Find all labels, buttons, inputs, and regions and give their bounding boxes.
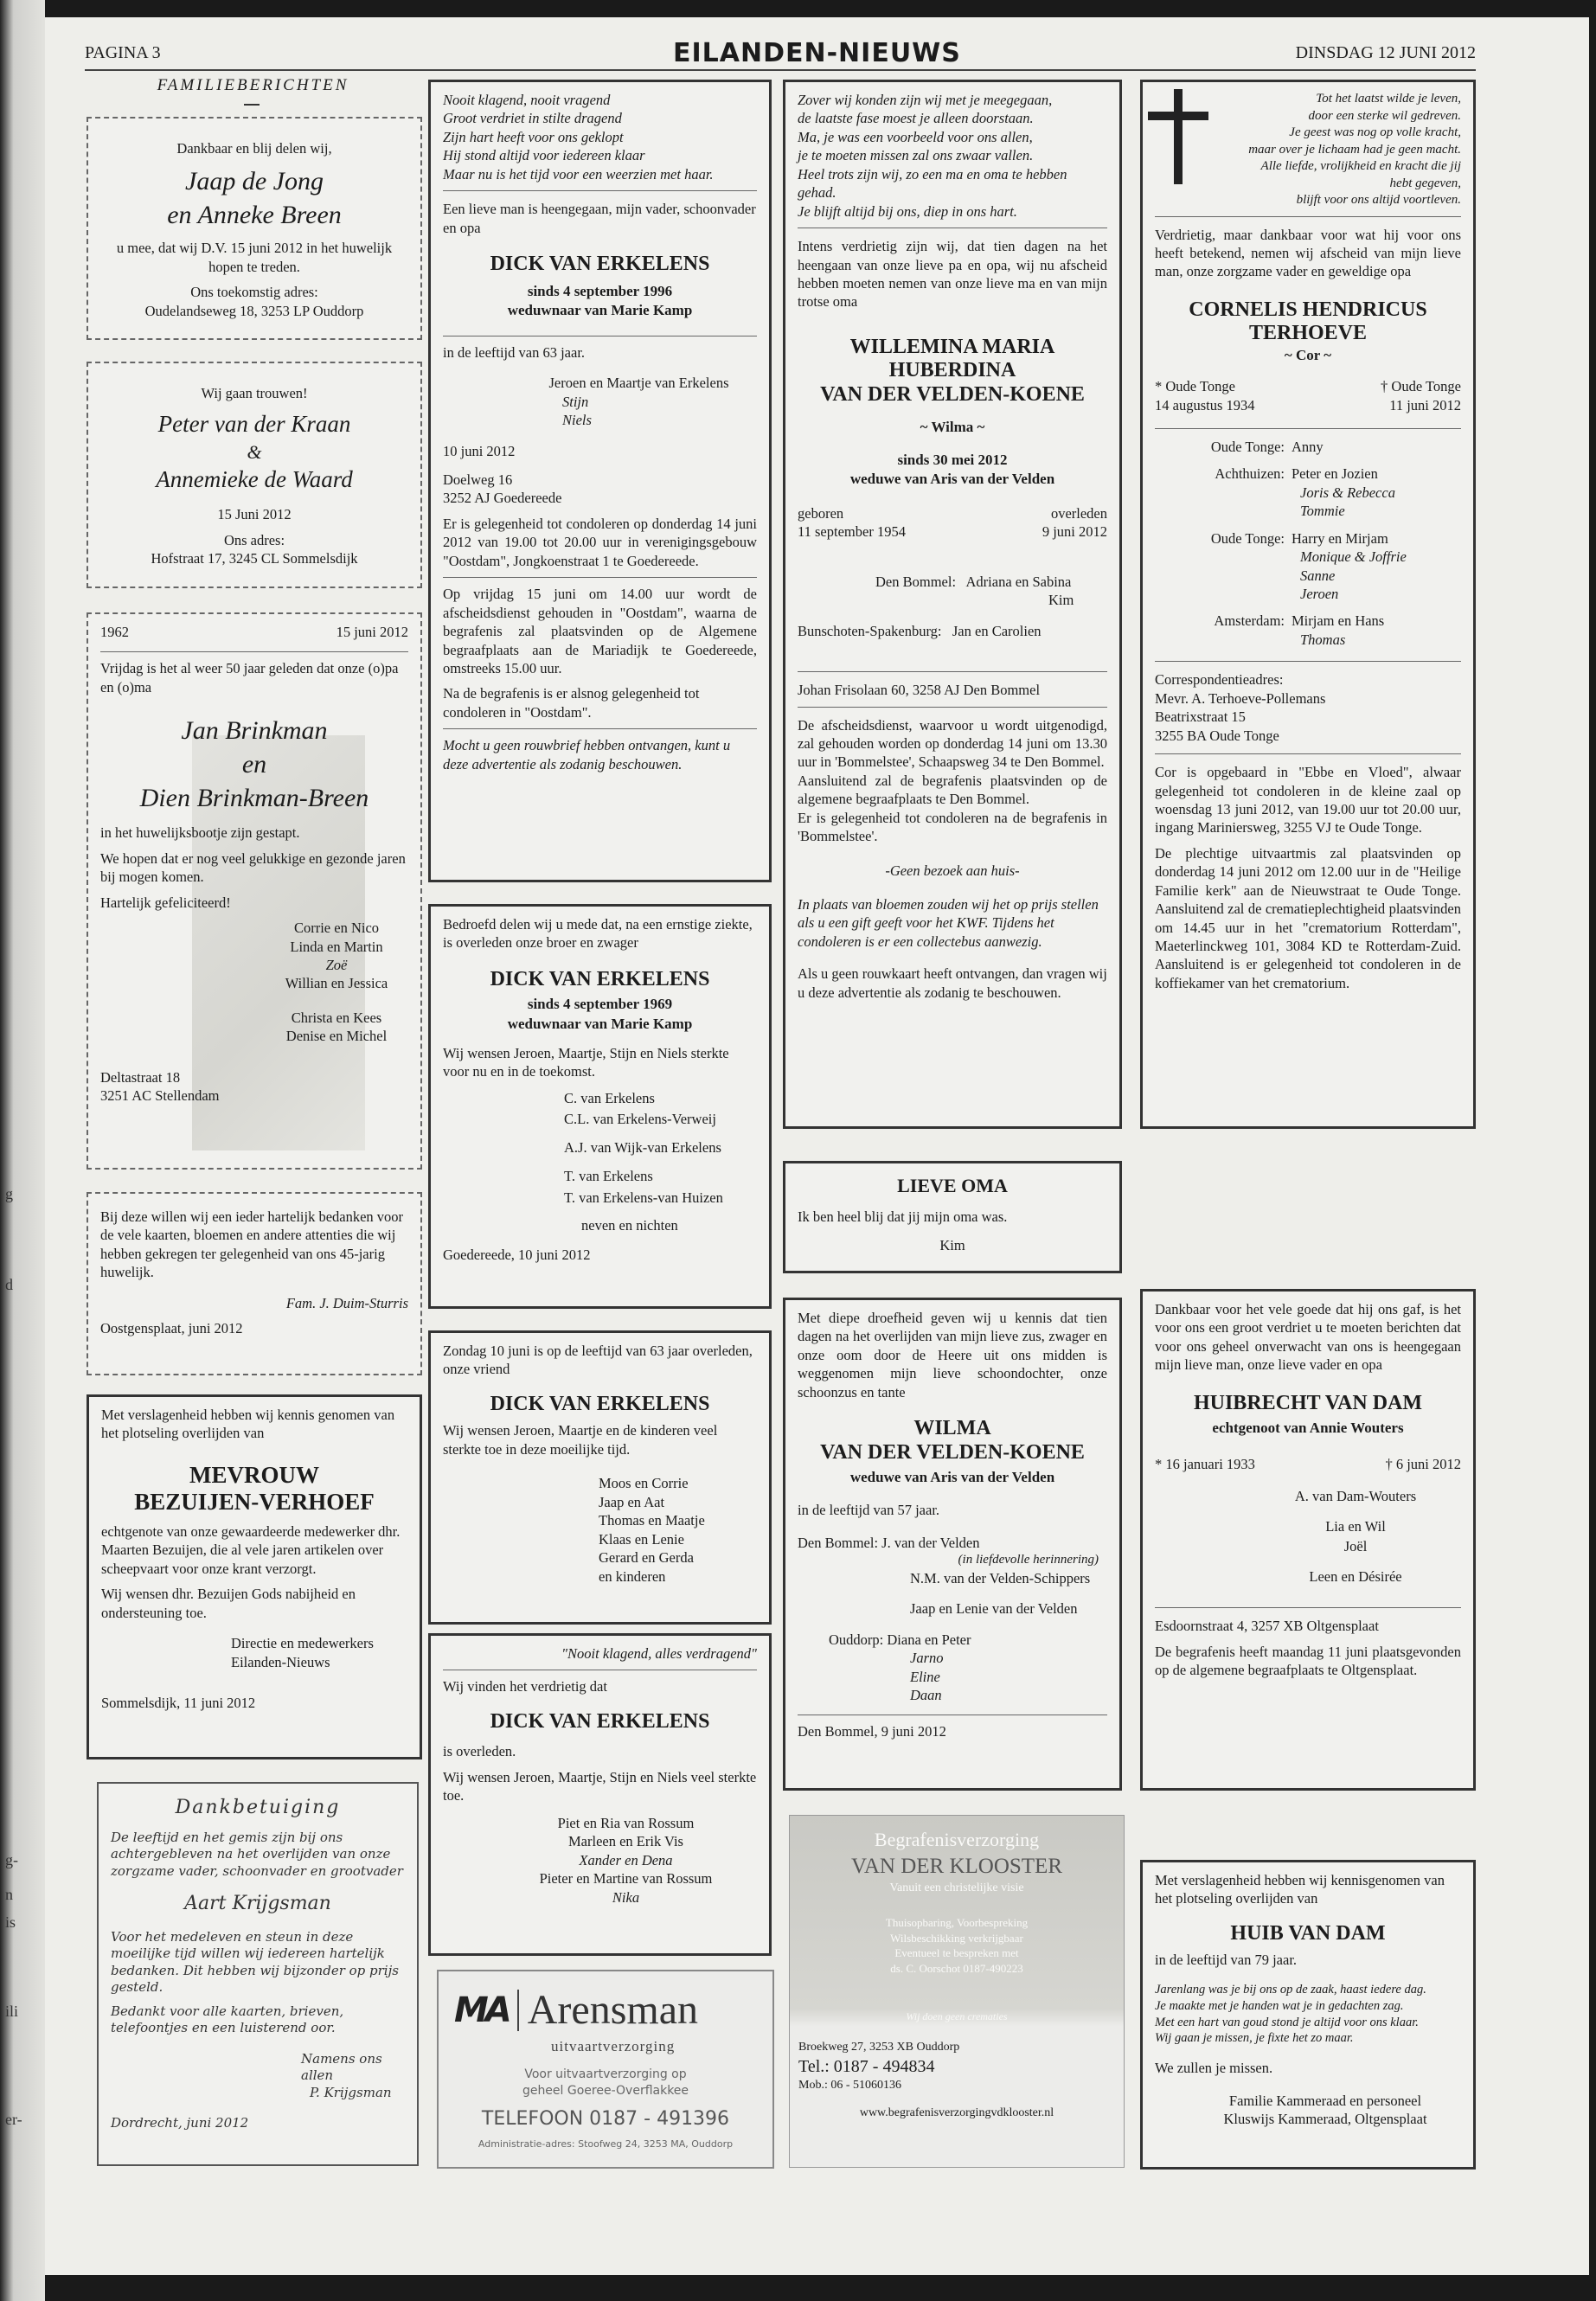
family-member: Harry en Mirjam: [1292, 529, 1388, 547]
family-member: Jeroen: [1300, 586, 1339, 603]
condolence-info: Er is gelegenheid tot condoleren na de begrafenis in 'Bommelstee'.: [798, 809, 1107, 845]
wife-name: Dien Brinkman-Breen: [139, 784, 369, 813]
family-member: Jeroen en Maartje van Erkelens: [548, 375, 729, 392]
family-member: Tommie: [1300, 503, 1345, 520]
ad-vanderkraan-wedding: [87, 362, 422, 588]
after-info: Aansluitend zal de begrafenis plaatsvinden op de algemene begraafplaats te Den Bommel.: [798, 772, 1107, 808]
groom-name: Jaap de Jong: [185, 167, 324, 196]
poem-line: Zijn hart heeft voor ons geklopt: [443, 128, 624, 145]
ad-text: echtgenote van onze gewaardeerde medewerker dhr. Maarten Bezuijen, die al vele jaren artikelen over scheepvaart voor onze krant verzorgt.: [101, 1522, 401, 1577]
family-list: [495, 1814, 757, 1907]
poem: [443, 91, 757, 183]
poem-line: door een sterke wil gedreven.: [1308, 108, 1461, 123]
klooster-title: [790, 1816, 1124, 1896]
ad-duimsturris-thanks: [87, 1192, 422, 1375]
ad-wilma-obituary-children: [783, 80, 1122, 1129]
family-note: (in liefdevolle herinnering): [958, 1553, 1099, 1567]
life-dates: [1155, 377, 1461, 414]
poem-line: de laatste fase moest je alleen doorstaan.: [798, 110, 1034, 127]
family-block: [1155, 438, 1461, 649]
ad-intro: Met diepe droefheid geven wij u kennis dat tien dagen na het overlijden van mijn lieve zus, zwager en onze oom door de Heere uit ons midden is weggenomen mijn lieve schoondochter, onze schoonzus en tante: [798, 1310, 1107, 1400]
signature: Eilanden-Nieuws: [231, 1653, 330, 1670]
poem-line: Groot verdriet in stilte dragend: [443, 110, 622, 127]
ad-dick-obituary-family: [428, 80, 772, 882]
ad-intro: Met verslagenheid hebben wij kennisgenomen van het plotseling overlijden van: [1155, 1872, 1445, 1907]
wedding-date: 15 Juni 2012: [217, 506, 292, 523]
klooster-service: ds. C. Oorschot 0187-490223: [890, 1961, 1023, 1975]
died-text: is overleden.: [443, 1743, 516, 1760]
family-member: Pieter en Martine van Rossum: [539, 1870, 713, 1888]
widow-of: weduwe van Aris van der Velden: [849, 470, 1055, 487]
family-member: T. van Erkelens: [564, 1167, 653, 1184]
address: Oudelandseweg 18, 3253 LP Ouddorp: [144, 302, 364, 319]
family-member: Stijn: [562, 393, 589, 410]
life-dates: [1155, 1455, 1461, 1473]
deceased-name-line: WILLEMINA MARIA: [849, 335, 1055, 358]
deceased-name: HUIB VAN DAM: [1230, 1921, 1386, 1945]
arensman-admin-address: Administratie-adres: Stoofweg 24, 3253 MA, Ouddorp: [478, 2138, 734, 2150]
family-member: [265, 993, 408, 1009]
ad-dick-obituary-friends: [428, 1330, 772, 1625]
quote: "Nooit klagend, alles verdragend": [561, 1645, 757, 1662]
died-place: † Oude Tonge: [1381, 378, 1461, 395]
ad-text: Ik ben heel blij dat jij mijn oma was.: [798, 1208, 1008, 1225]
and-text: en: [241, 750, 267, 779]
family-member: Diana en Peter: [887, 1631, 971, 1648]
family-member: J. van der Velden: [881, 1534, 980, 1551]
nickname: ~ Wilma ~: [920, 418, 985, 435]
ad-text: Bij deze willen wij een ieder hartelijk bedanken voor de vele kaarten, bloemen en andere attenties die wij hebben gekregen ter gelegenheid van ons 45-jarig huwelijk.: [100, 1208, 404, 1281]
deceased-name: Aart Krijgsman: [184, 1893, 331, 1915]
ad-krijgsman-thanks: [97, 1782, 419, 2166]
family-member: A. van Dam-Wouters: [1294, 1487, 1417, 1504]
poem-line: Hij stond altijd voor iedereen klaar: [443, 147, 645, 164]
correspondence-line: Mevr. A. Terhoeve-Pollemans: [1155, 689, 1326, 707]
deceased-name: DICK VAN ERKELENS: [490, 1392, 710, 1415]
family-member: Christa en Kees: [291, 1009, 382, 1026]
age: in de leeftijd van 79 jaar.: [1155, 1952, 1298, 1969]
klooster-mob: Mob.: 06 - 51060136: [798, 2079, 901, 2093]
klooster-tagline: Vanuit een christelijke visie: [889, 1881, 1024, 1895]
born-date: 11 september 1954: [798, 523, 906, 541]
deceased-name-line: WILMA: [913, 1417, 991, 1440]
friend: en kinderen: [599, 1567, 666, 1585]
friend: Jaap en Aat: [599, 1493, 665, 1510]
widower-of: weduwnaar van Marie Kamp: [507, 1015, 693, 1032]
margin-fragment: d: [5, 1276, 13, 1293]
deceased-name: DICK VAN ERKELENS: [490, 1709, 710, 1733]
family-member: Piet en Ria van Rossum: [557, 1814, 695, 1831]
laid-in-state-info: Cor is opgebaard in "Ebbe en Vloed", alwaar gelegenheid tot condoleren in de kleine zaal op woensdag 13 juni 2012, van 19.00 uur tot 20.00 uur, ingang Mariniersweg, 3255 VJ te Oude Tonge.: [1155, 764, 1461, 836]
family-place: Ouddorp:: [829, 1631, 884, 1648]
arensman-line: geheel Goeree-Overflakkee: [522, 2083, 689, 2098]
page-number: PAGINA 3: [85, 43, 161, 62]
arensman-brand: Arensman: [527, 1987, 699, 2033]
poem-line: Je maakte met je handen wat je in gedachten zag.: [1155, 1998, 1404, 2013]
arensman-line: Voor uitvaartverzorging op: [524, 2067, 687, 2082]
died-label: overleden: [1050, 504, 1107, 522]
deceased-name-line: TERHOEVE: [1248, 322, 1368, 345]
family-member: C. van Erkelens: [564, 1089, 655, 1106]
family-member: Jaap en Lenie van der Velden: [910, 1600, 1078, 1618]
margin-fragment: ili: [5, 2003, 19, 2020]
poem-line: Tot het laatst wilde je leven,: [1316, 92, 1461, 106]
signature: P. Krijgsman: [310, 2084, 392, 2100]
deceased-name: HUIBRECHT VAN DAM: [1193, 1391, 1423, 1414]
poem-line: Wij gaan je missen, je fixte het zo maar.: [1155, 2031, 1354, 2046]
grandchildren: [910, 1649, 1107, 1704]
klooster-title-line: Begrafenisverzorging: [874, 1829, 1040, 1850]
ad-dejong-wedding: [87, 117, 422, 340]
ad-intro: Zondag 10 juni is op de leeftijd van 63 jaar overleden, onze vriend: [443, 1343, 753, 1378]
after-info: Na de begrafenis is er alsnog gelegenheid tot condoleren in "Oostdam".: [443, 685, 700, 721]
ad-huibrecht-vandam-obituary: [1140, 1289, 1476, 1791]
poem-line: Met een hart van goud stond je altijd voor ons klaar.: [1155, 2015, 1419, 2029]
family-place: Oude Tonge:: [1210, 438, 1285, 455]
family-member: Peter en Jozien: [1292, 465, 1378, 483]
family-member: Kim: [1048, 592, 1074, 609]
ad-line: in het huwelijksbootje zijn gestapt.: [100, 824, 300, 842]
ad-text: Bedankt voor alle kaarten, brieven, telefoontjes en een luisterend oor.: [111, 2003, 344, 2036]
family-place: Den Bommel:: [875, 573, 957, 590]
correspondence-block: [1155, 670, 1461, 745]
ad-line: We hopen dat er nog veel gelukkige en gezonde jaren bij mogen komen.: [100, 849, 406, 886]
address-line: 3251 AC Stellendam: [100, 1087, 220, 1105]
arensman-logo-icon: MA: [454, 1990, 509, 2031]
family-member: Joris & Rebecca: [1300, 484, 1395, 501]
klooster-address: Broekweg 27, 3253 XB Ouddorp: [798, 2041, 960, 2054]
born-date: * 16 januari 1933: [1155, 1456, 1255, 1473]
friend: Moos en Corrie: [599, 1475, 689, 1492]
poem-line: hebt gegeven,: [1389, 176, 1461, 190]
family-member: neven en nichten: [581, 1217, 678, 1234]
note: Als u geen rouwkaart heeft ontvangen, dan vragen wij u deze advertentie als zodanig te beschouwen.: [798, 965, 1107, 1001]
spouse-of: echtgenoot van Annie Wouters: [1212, 1420, 1404, 1437]
ad-bezuijen-obituary: [87, 1394, 422, 1759]
deceased-name-line: VAN DER VELDEN-KOENE: [820, 383, 1085, 406]
ad-title: LIEVE OMA: [897, 1175, 1008, 1196]
poem-line: Zover wij konden zijn wij met je meegegaan,: [798, 92, 1053, 108]
margin-fragment: g-: [5, 1851, 18, 1868]
poem-line: maar over je lichaam had je geen macht.: [1248, 142, 1461, 157]
cross-icon: [1174, 89, 1183, 184]
address: Esdoornstraat 4, 3257 XB Oltgensplaat: [1155, 1618, 1379, 1635]
deceased-name-line: HUBERDINA: [888, 359, 1016, 382]
ad-wish: Wij wensen Jeroen, Maartje, Stijn en Niels sterkte voor nu en in de toekomst.: [443, 1044, 729, 1080]
ad-vanderklooster: [789, 1815, 1125, 2168]
nickname: ~ Cor ~: [1284, 347, 1332, 363]
family-member: Sanne: [1300, 567, 1336, 584]
ad-terhoeve-obituary: [1140, 80, 1476, 1129]
deceased-name: DICK VAN ERKELENS: [490, 967, 710, 990]
deceased-name-line: VAN DER VELDEN-KOENE: [820, 1440, 1085, 1464]
ad-huib-vandam-colleagues: [1140, 1860, 1476, 2170]
ad-text: Voor het medeleven en steun in deze moeilijke tijd willen wij iedereen hartelijk bedanken. Dit hebben wij bijzonder op prijs gesteld.: [111, 1928, 399, 1996]
note: Mocht u geen rouwbrief hebben ontvangen, kunt u deze advertentie als zodanig beschouwen.: [443, 737, 731, 772]
ad-text: u mee, dat wij D.V. 15 juni 2012 in het huwelijk hopen te treden.: [116, 240, 393, 275]
newspaper-title: EILANDEN-NIEUWS: [673, 38, 961, 68]
klooster-service: Eventueel te bespreken met: [894, 1946, 1019, 1960]
ad-intro: Dankbaar en blij delen wij,: [176, 140, 332, 157]
ad-title: Dankbetuiging: [175, 1797, 341, 1818]
groom-name: Peter van der Kraan: [157, 411, 351, 438]
family-list: [564, 1088, 757, 1238]
grandchild: Daan: [910, 1687, 942, 1704]
place-date: Oostgensplaat, juni 2012: [100, 1320, 243, 1337]
klooster-services: [790, 1915, 1124, 1976]
year-to: 15 juni 2012: [336, 624, 408, 640]
address: Hofstraat 17, 3245 CL Sommelsdijk: [151, 550, 358, 567]
ad-intro: Vrijdag is het al weer 50 jaar geleden dat onze (o)pa en (o)ma: [100, 660, 399, 695]
signature: Kim: [939, 1237, 965, 1254]
ampersand: &: [247, 440, 262, 463]
margin-fragment: n: [5, 1886, 13, 1903]
poem-line: Jarenlang was je bij ons op de zaak, haast iedere dag.: [1155, 1982, 1426, 1997]
family-member: Marleen en Erik Vis: [568, 1833, 683, 1850]
widower-of: weduwnaar van Marie Kamp: [507, 301, 693, 318]
ad-arensman: [437, 1970, 774, 2169]
date: 10 juni 2012: [443, 442, 516, 459]
funeral-info: De begrafenis heeft maandag 11 juni plaatsgevonden op de algemene begraafplaats te Oltgensplaat.: [1155, 1643, 1461, 1679]
correspondence-line: 3255 BA Oude Tonge: [1155, 727, 1279, 744]
bride-name: en Anneke Breen: [167, 201, 342, 230]
family-member: Denise en Michel: [285, 1028, 388, 1045]
family-place: Bunschoten-Spakenburg:: [798, 622, 942, 639]
address-line: 3252 AJ Goedereede: [443, 490, 562, 507]
poem-line: Heel trots zijn wij, zo een ma en oma te hebben gehad.: [798, 165, 1067, 202]
page-header: [85, 38, 1476, 69]
address: Johan Frisolaan 60, 3258 AJ Den Bommel: [798, 682, 1041, 699]
family-member: T. van Erkelens-van Huizen: [564, 1189, 723, 1206]
deceased-name-block: [798, 336, 1107, 407]
ad-wish: Wij wensen dhr. Bezuijen Gods nabijheid en ondersteuning toe.: [101, 1586, 356, 1621]
ad-wish: Wij wensen Jeroen, Maartje, Stijn en Niels veel sterkte toe.: [443, 1768, 757, 1804]
family-list: [265, 919, 408, 1046]
place-date: Dordrecht, juni 2012: [111, 2115, 249, 2131]
ad-brinkman-anniversary: [87, 612, 422, 1170]
klooster-website: www.begrafenisverzorgingvdklooster.nl: [859, 2106, 1054, 2120]
family-member: Corrie en Nico: [293, 920, 380, 937]
family-member: Joël: [1343, 1538, 1368, 1555]
klooster-tel: Tel.: 0187 - 494834: [798, 2057, 935, 2077]
family-member: Jan en Carolien: [952, 622, 1042, 639]
signature: Familie Kammeraad en personeel: [1228, 2092, 1422, 2109]
correspondence-line: Beatrixstraat 15: [1155, 708, 1246, 726]
born-place: * Oude Tonge: [1155, 378, 1235, 395]
age: in de leeftijd van 57 jaar.: [798, 1502, 940, 1519]
signature: Fam. J. Duim-Sturris: [285, 1294, 408, 1311]
ad-intro: Wij gaan trouwen!: [201, 385, 308, 401]
klooster-service: Wilsbeschikking verkrijgbaar: [890, 1931, 1023, 1945]
signature: Directie en medewerkers: [231, 1635, 374, 1652]
ad-intro: Met verslagenheid hebben wij kennis genomen van het plotseling overlijden van: [101, 1407, 395, 1442]
ad-intro: Wij vinden het verdrietig dat: [443, 1678, 607, 1695]
family-member: C.L. van Erkelens-Verweij: [564, 1111, 716, 1128]
margin-fragment: is: [5, 1913, 16, 1931]
family-member: Leen en Désirée: [1309, 1568, 1402, 1586]
died-date: 9 juni 2012: [1042, 523, 1107, 541]
deceased-name: DICK VAN ERKELENS: [490, 253, 710, 276]
ad-intro: Dankbaar voor het vele goede dat hij ons gaf, is het voor ons een groot verdriet u te moeten berichten dat voor ons geheel onverwacht van ons is heengegaan mijn lieve man, onze lieve vader en opa: [1155, 1301, 1461, 1374]
since-date: sinds 4 september 1996: [527, 282, 673, 299]
cross-icon-arm: [1148, 112, 1208, 120]
family-member: Adriana en Sabina: [965, 573, 1072, 590]
margin-fragment: er-: [5, 2111, 22, 2128]
ad-wilma-obituary-inlaws: [783, 1298, 1122, 1791]
bride-name: Annemieke de Waard: [156, 466, 353, 493]
poem: [798, 91, 1107, 221]
place-date: Goedereede, 10 juni 2012: [443, 1247, 591, 1264]
signature: Namens ons allen: [301, 2050, 382, 2084]
poem-line: je te moeten missen zal ons zwaar vallen.: [798, 147, 1034, 164]
family-place: Achthuizen:: [1215, 465, 1285, 483]
year-from: 1962: [100, 624, 129, 640]
poem-line: blijft voor ons altijd voortleven.: [1296, 193, 1461, 207]
family-member: [1250, 1506, 1461, 1516]
header-rule: [85, 69, 1476, 71]
family-member: Willian en Jessica: [285, 975, 388, 992]
family-member: Niels: [562, 412, 592, 429]
ad-intro: Intens verdrietig zijn wij, dat tien dagen na het heengaan van onze lieve pa en opa, wij nu afscheid hebben moeten nemen van onze lieve ma en van mijn trotse oma: [798, 238, 1107, 311]
deceased-name: BEZUIJEN-VERHOEF: [134, 1488, 375, 1515]
family-block: [875, 573, 1107, 610]
grandchild: Jarno: [910, 1650, 944, 1667]
family-member: A.J. van Wijk-van Erkelens: [564, 1139, 721, 1157]
family-member: Thomas: [1300, 631, 1346, 648]
family-member: Xander en Dena: [579, 1851, 673, 1868]
ad-wish: Wij wensen Jeroen, Maartje en de kinderen veel sterkte toe in deze moeilijke tijd.: [443, 1422, 718, 1458]
poem: [1233, 91, 1461, 209]
poem-line: Je blijft altijd bij ons, diep in ons hart.: [798, 202, 1017, 220]
born-date: 14 augustus 1934: [1155, 396, 1255, 413]
correspondence-label: Correspondentieadres:: [1155, 671, 1284, 689]
age: in de leeftijd van 63 jaar.: [443, 343, 586, 361]
arensman-tagline: uitvaartverzorging: [551, 2038, 676, 2055]
address-label: Ons toekomstig adres:: [190, 284, 318, 301]
family-member: N.M. van der Velden-Schippers: [910, 1569, 1091, 1586]
ad-intro: Een lieve man is heengegaan, mijn vader, schoonvader en opa: [443, 201, 756, 236]
widow-of: weduwe van Aris van der Velden: [849, 1469, 1055, 1486]
margin-fragment: g: [5, 1185, 13, 1202]
poem-line: Ma, je was een voorbeeld voor ons allen,: [798, 128, 1033, 145]
klooster-service: Thuisopbaring, Voorbespreking: [885, 1916, 1029, 1930]
family-place: Den Bommel:: [798, 1534, 879, 1551]
born-label: geboren: [798, 504, 844, 522]
since-date: sinds 4 september 1969: [527, 996, 673, 1013]
anniversary-years: [100, 623, 408, 641]
family-place: Oude Tonge:: [1210, 529, 1285, 547]
ad-text: De leeftijd en het gemis zijn bij ons achtergebleven na het overlijden van onze zorgzame vader, schoonvader en grootvader: [111, 1829, 403, 1879]
condolence-info: Er is gelegenheid tot condoleren op donderdag 14 juni 2012 van 19.00 tot 20.00 uur in verenigingsgebouw "Oostdam", Jongkoenstraat 1 te Goedereede.: [443, 515, 757, 569]
address-line: Deltastraat 18: [100, 1068, 181, 1086]
ad-line: Hartelijk gefeliciteerd!: [100, 894, 231, 911]
family-member: Monique & Joffrie: [1300, 548, 1407, 566]
poem-line: Je geest was nog op volle kracht,: [1289, 125, 1461, 139]
since-date: sinds 30 mei 2012: [897, 451, 1008, 468]
miss-text: We zullen je missen.: [1155, 2060, 1273, 2077]
grandchild: Eline: [910, 1668, 940, 1685]
deceased-title: MEVROUW: [189, 1461, 319, 1488]
address-line: Doelweg 16: [443, 471, 513, 489]
ad-intro: Bedroefd delen wij u mede dat, na een ernstige ziekte, is overleden onze broer en zwager: [443, 916, 753, 952]
poem-line: Nooit klagend, nooit vragend: [443, 92, 611, 108]
ad-lieve-oma: [783, 1161, 1122, 1273]
friend: Thomas en Maatje: [599, 1512, 705, 1529]
family-member: Zoë: [325, 956, 348, 973]
arensman-phone: TELEFOON 0187 - 491396: [481, 2107, 730, 2130]
service-info: De plechtige uitvaartmis zal plaatsvinden op donderdag 14 juni 2012 om 12.00 uur in de "Heilige Familie kerk" aan de Nieuwstraat te Oude Tonge. Aansluitend zal de crematieplechtigheid plaatsvinden om 14.45 uur in het "crematorium Rotterdam", Maeterlinckweg 101, 3084 KD te Rotterdam-Zuid. Aansluitend is er gelegenheid tot condoleren in de koffiekamer van het crematorium.: [1155, 844, 1461, 991]
section-title: FAMILIEBERICHTEN: [157, 76, 349, 94]
klooster-no-cremation: Wij doen geen crematies: [906, 2010, 1008, 2023]
family-list: [521, 374, 757, 429]
poem: [1155, 1982, 1461, 2047]
signature: Kluswijs Kammeraad, Oltgensplaat: [1223, 2111, 1427, 2128]
family-member: Anny: [1292, 438, 1324, 455]
family-member: Nika: [612, 1888, 640, 1906]
friend: Klaas en Lenie: [599, 1530, 684, 1548]
family-member: Lia en Wil: [1325, 1517, 1386, 1535]
died-date: † 6 juni 2012: [1385, 1456, 1461, 1473]
binding-margin: [0, 0, 45, 2301]
kwf-note: In plaats van bloemen zouden wij het op prijs stellen als u een gift geeft voor het KWF. Tijdens het condoleren is er een collectebus aanwezig.: [798, 896, 1099, 950]
poem-line: Maar nu is het tijd voor een weerzien met haar.: [443, 165, 714, 183]
family-member: Mirjam en Hans: [1292, 612, 1385, 630]
klooster-title-line: VAN DER KLOOSTER: [851, 1854, 1062, 1878]
ad-dick-obituary-siblings: [428, 904, 772, 1309]
family-member: Linda en Martin: [290, 938, 383, 955]
family-list: [1250, 1486, 1461, 1586]
died-date: 11 juni 2012: [1389, 396, 1461, 413]
address-label: Ons adres:: [223, 531, 285, 548]
place-date: Den Bommel, 9 juni 2012: [798, 1723, 946, 1740]
friend: Gerard en Gerda: [599, 1549, 694, 1567]
deceased-name-line: CORNELIS HENDRICUS: [1189, 298, 1427, 321]
family-member: [1250, 1556, 1461, 1567]
service-info: Op vrijdag 15 juni om 14.00 uur wordt de afscheidsdienst gehouden in "Oostdam", waarna de begrafenis zal plaatsvinden op de Algemene begraafplaats aan de Mariadijk te Goedereede, omstreeks 15.00 uur.: [443, 586, 757, 676]
life-dates: [798, 504, 1107, 542]
service-info: De afscheidsdienst, waarvoor u wordt uitgenodigd, zal gehouden worden op donderdag 14 juni om 13.30 uur in 'Bommelstee', Schaapsweg 34 te Den Bommel.: [798, 716, 1107, 771]
ad-dick-obituary-vanrossum: [428, 1633, 772, 1956]
family-place: Amsterdam:: [1214, 612, 1285, 630]
ad-intro: Verdrietig, maar dankbaar voor wat hij voor ons heeft betekend, nemen wij afscheid van mijn lieve man, onze zorgzame vader en geweldige opa: [1155, 226, 1461, 280]
husband-name: Jan Brinkman: [181, 716, 328, 746]
no-visit-note: -Geen bezoek aan huis-: [885, 862, 1020, 879]
poem-line: Alle liefde, vrolijkheid en kracht die jij: [1260, 159, 1461, 173]
section-title-rule: [244, 104, 260, 106]
issue-date: DINSDAG 12 JUNI 2012: [1295, 43, 1476, 62]
family-list: [599, 1474, 757, 1586]
place-date: Sommelsdijk, 11 juni 2012: [101, 1695, 256, 1712]
